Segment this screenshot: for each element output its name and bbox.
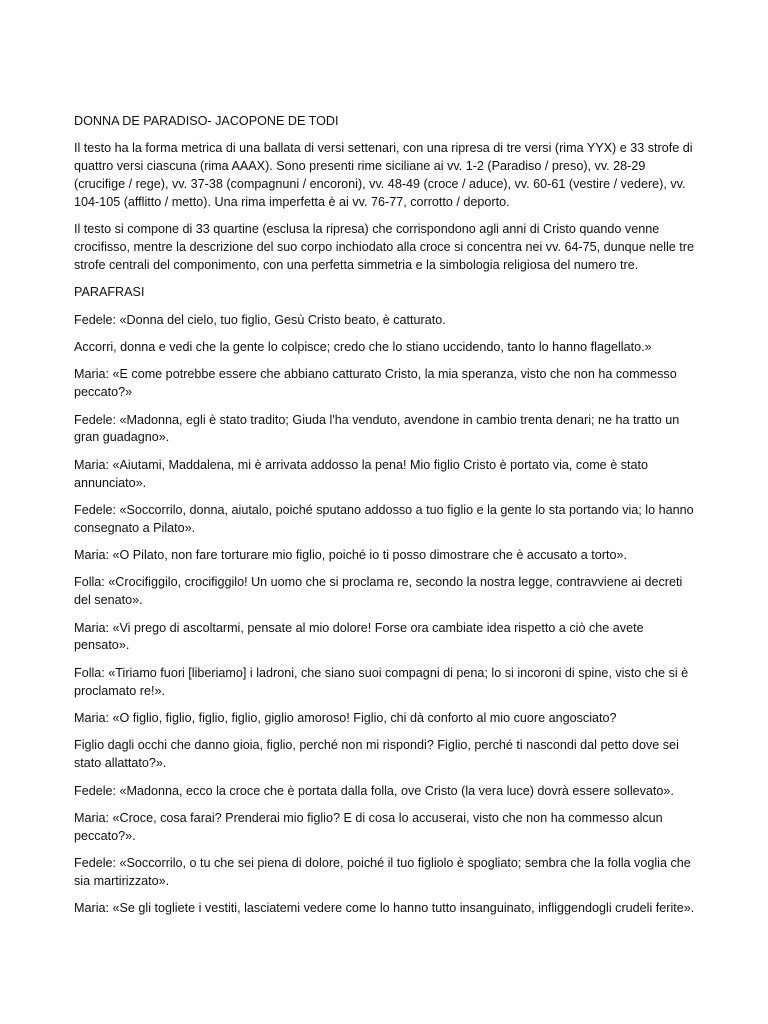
paraphrase-paragraph: Accorri, donna e vedi che la gente lo colpisce; credo che lo stiano uccidendo, tanto lo hanno flagellato.» — [74, 339, 652, 354]
document-page — [74, 113, 698, 928]
paraphrase-paragraph: Folla: «Crocifiggilo, crocifiggilo! Un uomo che si proclama re, secondo la nostra legge, contravviene ai decreti del senato». — [74, 575, 683, 608]
intro-paragraph-structure: Il testo si compone di 33 quartine (esclusa la ripresa) che corrispondono agli anni di Cristo quando venne crocifisso, mentre la descrizione del suo corpo inchiodato alla croce si concentra nei vv. 64-75, dunque nelle tre strofe centrali del componimento, con una perfetta simmetria e la simbologia religiosa del numero tre. — [74, 222, 694, 272]
paraphrase-paragraph: Maria: «Croce, cosa farai? Prenderai mio figlio? E di cosa lo accuserai, visto che non ha commesso alcun peccato?». — [74, 811, 663, 843]
paraphrase-paragraph: Fedele: «Madonna, egli è stato tradito; Giuda l'ha venduto, avendone in cambio trenta denari; ne ha tratto un gran guadagno». — [74, 412, 680, 445]
document-title: DONNA DE PARADISO- JACOPONE DE TODI — [74, 114, 339, 128]
paraphrase-paragraph: Maria: «E come potrebbe essere che abbiano catturato Cristo, la mia speranza, visto che non ha commesso peccato?» — [74, 367, 677, 400]
paraphrase-paragraph: Fedele: «Soccorrilo, o tu che sei piena di dolore, poiché il tuo figliolo è spogliato; sembra che la folla voglia che sia martirizzato». — [74, 856, 691, 888]
paraphrase-paragraph: Figlio dagli occhi che danno gioia, figlio, perché non mi rispondi? Figlio, perché ti nascondi dal petto dove sei stato allattato?». — [74, 738, 679, 771]
paraphrase-paragraph: Maria: «Vi prego di ascoltarmi, pensate al mio dolore! Forse ora cambiate idea rispetto a ciò che avete pensato». — [74, 620, 644, 653]
paraphrase-paragraph: Fedele: «Soccorrilo, donna, aiutalo, poiché sputano addosso a tuo figlio e la gente lo sta portando via; lo hanno consegnato a Pilato». — [74, 502, 694, 535]
paraphrase-paragraph: Maria: «O Pilato, non fare torturare mio figlio, poiché io ti posso dimostrare che è accusato a torto». — [74, 548, 627, 563]
paraphrase-paragraph: Maria: «Aiutami, Maddalena, mi è arrivata addosso la pena! Mio figlio Cristo è portato via, come è stato annunciato». — [74, 457, 648, 490]
section-heading-parafrasi: PARAFRASI — [74, 285, 145, 300]
paraphrase-paragraph: Maria: «Se gli togliete i vestiti, lasciatemi vedere come lo hanno tutto insanguinato, infliggendogli crudeli ferite». — [74, 901, 695, 916]
intro-paragraph-metrics: Il testo ha la forma metrica di una ballata di versi settenari, con una ripresa di tre versi (rima YYX) e 33 strofe di quattro versi ciascuna (rima AAAX). Sono presenti rime siciliane ai vv. 1-2 (Paradiso / preso), vv. 28-29 (crucifige / rege), vv. 37-38 (compagnuni / encoroni), vv. 48-49 (croce / aduce), vv. 60-61 (vestire / vedere), vv. 104-105 (afflitto / metto). Una rima imperfetta è ai vv. 76-77, corrotto / deporto. — [74, 141, 693, 209]
paraphrase-paragraph: Fedele: «Madonna, ecco la croce che è portata dalla folla, ove Cristo (la vera luce) dovrà essere sollevato». — [74, 783, 674, 798]
paraphrase-paragraph: Maria: «O figlio, figlio, figlio, figlio, giglio amoroso! Figlio, chi dà conforto al mio cuore angosciato? — [74, 711, 617, 726]
paraphrase-paragraph: Folla: «Tiriamo fuori [liberiamo] i ladroni, che siano suoi compagni di pena; lo si incoroni di spine, visto che si è proclamato re!». — [74, 665, 689, 698]
paraphrase-paragraph: Fedele: «Donna del cielo, tuo figlio, Gesù Cristo beato, è catturato. — [74, 312, 446, 327]
